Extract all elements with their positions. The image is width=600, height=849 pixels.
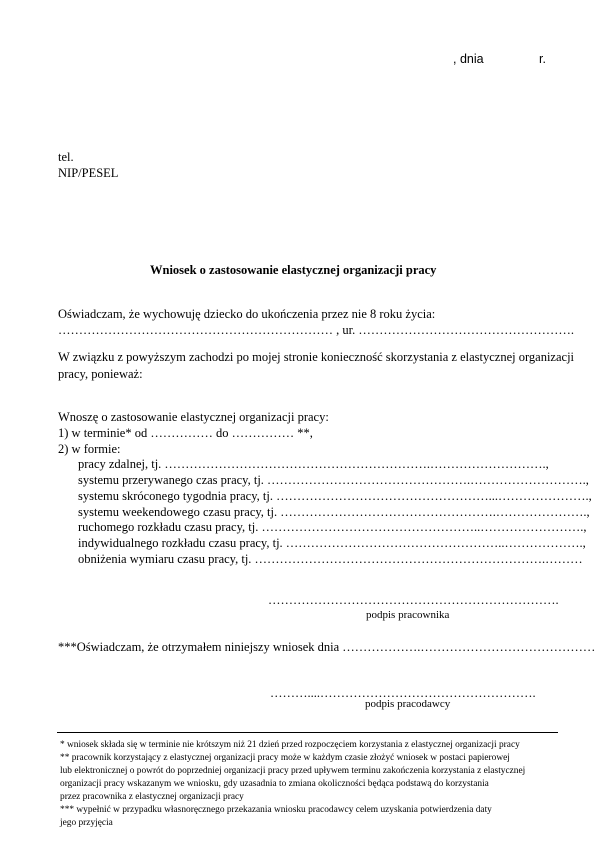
footnote-divider <box>57 732 558 733</box>
reason-line-2: pracy, ponieważ: <box>58 367 143 381</box>
footnote-2: ** pracownik korzystający z elastycznej organizacji pracy może w każdym czasie złożyć wniosek w postaci papierowej <box>60 753 510 763</box>
footnote-1: * wniosek składa się w terminie nie krótszym niż 21 dzień przed rozpoczęciem korzystania z elastycznej organizacji pracy <box>60 740 520 750</box>
employer-signature-label: podpis pracodawcy <box>365 698 451 710</box>
footnote-2-cont-1: lub elektronicznej o powrót do poprzedniej organizacji pracy przed upływem terminu zakończenia korzystania z elastycznej <box>60 766 526 776</box>
declaration-line-1: Oświadczam, że wychowuję dziecko do ukończenia przez nie 8 roku życia: <box>58 307 436 321</box>
request-form-label: 2) w formie: <box>58 442 121 456</box>
employee-signature-line: ……………………………………………………………. <box>268 593 559 607</box>
form-option-interrupted: systemu przerywanego czas pracy, tj. ………………………………………….………………………., <box>78 473 589 487</box>
request-term: 1) w terminie* od …………… do …………… **, <box>58 426 313 440</box>
document-title: Wniosek o zastosowanie elastycznej organizacji pracy <box>150 263 437 277</box>
tel-label: tel. <box>58 150 74 164</box>
form-option-short-week: systemu skróconego tygodnia pracy, tj. ……………………………………………...…………………., <box>78 489 592 503</box>
form-option-reduced-hours: obniżenia wymiaru czasu pracy, tj. …………………………………………………………….……… <box>78 552 583 566</box>
footnote-3: *** wypełnić w przypadku własnoręcznego przekazania wniosku pracodawcy celem uzyskania potwierdzenia daty <box>60 805 492 815</box>
nip-pesel-label: NIP/PESEL <box>58 166 119 180</box>
date-suffix: r. <box>539 52 546 66</box>
employee-signature-label: podpis pracownika <box>366 609 450 621</box>
declaration-line-2: ………………………………………………………… , ur. ……………………………………………. <box>58 323 574 337</box>
request-intro: Wnoszę o zastosowanie elastycznej organizacji pracy: <box>58 410 329 424</box>
footnote-2-cont-2: organizacji pracy wskazanym we wniosku, gdy uzasadnia to zmiana okoliczności będąca podstawą do korzystania <box>60 779 489 789</box>
form-option-individual-schedule: indywidualnego rozkładu czasu pracy, tj. ……………………………………………..………………., <box>78 536 586 550</box>
form-option-flexible-schedule: ruchomego rozkładu czasu pracy, tj. ……………………………………………..……………………., <box>78 520 587 534</box>
employer-signature-line: ………....……………………………………………. <box>270 686 536 700</box>
receipt-statement: ***Oświadczam, że otrzymałem niniejszy wniosek dnia ……………….…………………………………… <box>58 640 596 654</box>
form-option-weekend: systemu weekendowego czasu pracy, tj. …………………………………………….…………………., <box>78 505 590 519</box>
form-option-remote: pracy zdalnej, tj. ……………………………………………………….………………………., <box>78 457 549 471</box>
footnote-2-cont-3: przez pracownika z elastycznej organizacji pracy <box>60 792 244 802</box>
date-prefix: , dnia <box>453 52 484 66</box>
footnote-3-cont: jego przyjęcia <box>60 818 113 828</box>
reason-line-1: W związku z powyższym zachodzi po mojej stronie konieczność skorzystania z elastycznej organizacji <box>58 350 575 364</box>
